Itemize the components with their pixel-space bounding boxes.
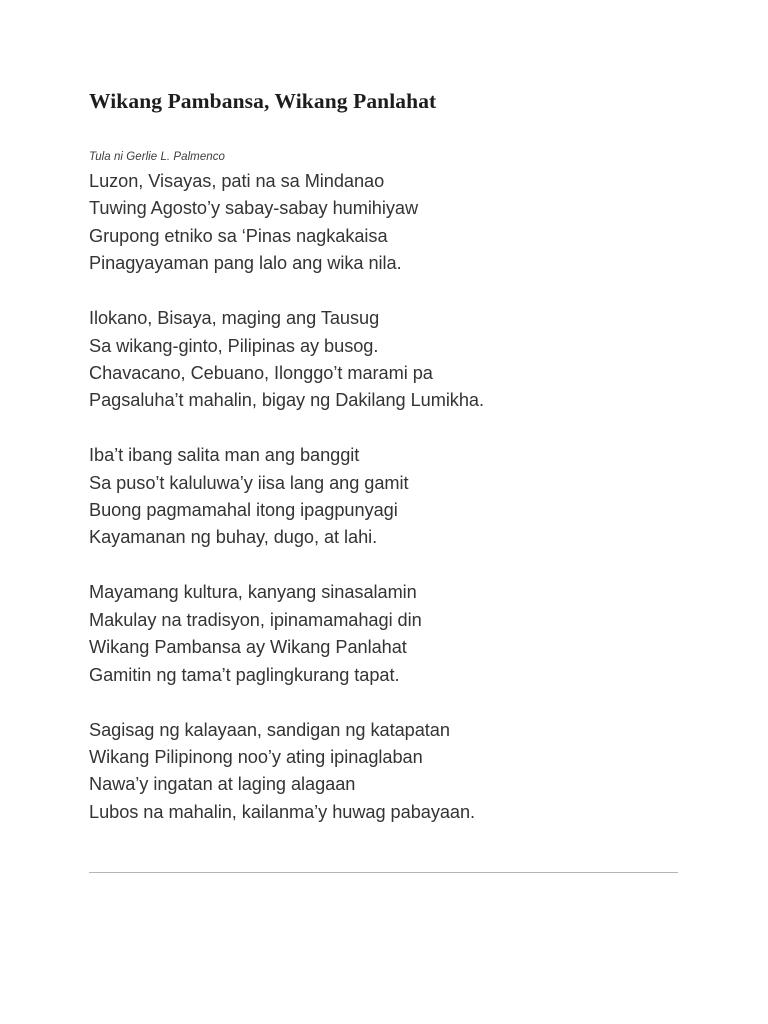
poem-line: Wikang Pambansa ay Wikang Panlahat xyxy=(89,637,407,658)
poem-stanza xyxy=(89,442,679,552)
poem-line: Ilokano, Bisaya, maging ang Tausug xyxy=(89,308,380,329)
poem-stanza xyxy=(89,168,679,278)
poem-line: Sa puso’t kaluluwa’y iisa lang ang gamit xyxy=(89,472,409,493)
poem-line: Wikang Pilipinong noo’y ating ipinaglaban xyxy=(89,746,423,767)
poem-stanza-list xyxy=(89,164,679,826)
poem-line: Tuwing Agosto’y sabay-sabay humihiyaw xyxy=(89,198,419,219)
author-byline: Tula ni Gerlie L. Palmenco xyxy=(89,151,225,163)
poem-line: Mayamang kultura, kanyang sinasalamin xyxy=(89,582,417,603)
poem-line: Pinagyayaman pang lalo ang wika nila. xyxy=(89,253,402,274)
document-body xyxy=(89,88,679,826)
poem-stanza xyxy=(89,305,679,415)
poem-line: Gamitin ng tama’t paglingkurang tapat. xyxy=(89,664,400,685)
poem-line: Luzon, Visayas, pati na sa Mindanao xyxy=(89,171,385,191)
poem-line: Makulay na tradisyon, ipinamamahagi din xyxy=(89,609,422,630)
page-title: Wikang Pambansa, Wikang Panlahat xyxy=(89,89,437,113)
poem-line: Grupong etniko sa ‘Pinas nagkakaisa xyxy=(89,225,388,246)
poem-line: Buong pagmamahal itong ipagpunyagi xyxy=(89,500,398,521)
poem-line: Iba’t ibang salita man ang banggit xyxy=(89,445,360,466)
poem-line: Nawa’y ingatan at laging alagaan xyxy=(89,774,356,795)
poem-stanza xyxy=(89,717,679,827)
poem-line: Sa wikang-ginto, Pilipinas ay busog. xyxy=(89,335,379,356)
footer-divider xyxy=(89,872,678,873)
poem-line: Chavacano, Cebuano, Ilonggo’t marami pa xyxy=(89,362,433,383)
poem-line: Pagsaluha’t mahalin, bigay ng Dakilang Lumikha. xyxy=(89,390,484,411)
poem-stanza xyxy=(89,579,679,689)
poem-line: Lubos na mahalin, kailanma’y huwag pabayaan. xyxy=(89,801,476,822)
poem-line: Sagisag ng kalayaan, sandigan ng katapatan xyxy=(89,719,450,740)
poem-line: Kayamanan ng buhay, dugo, at lahi. xyxy=(89,527,378,548)
